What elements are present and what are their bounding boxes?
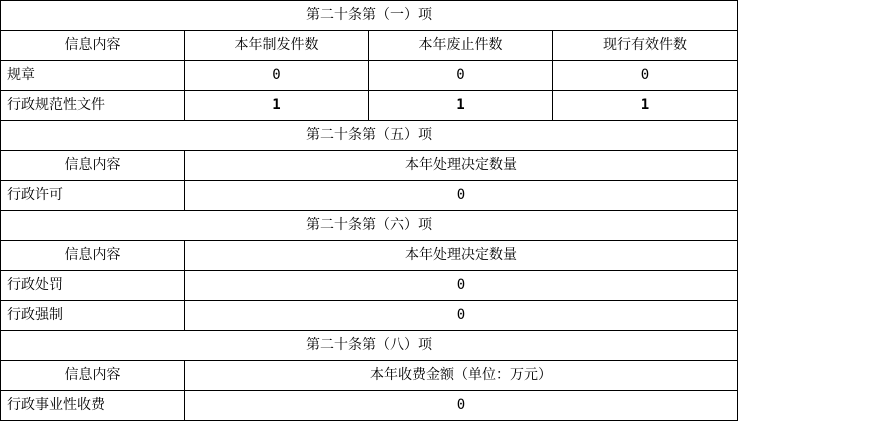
column-header: 信息内容 <box>1 151 185 181</box>
column-header: 本年收费金额（单位：万元） <box>185 361 738 391</box>
cell-value: 1 <box>553 91 738 121</box>
row-label: 行政强制 <box>1 301 185 331</box>
cell-value: 1 <box>369 91 553 121</box>
cell-value: 1 <box>185 91 369 121</box>
column-header: 本年废止件数 <box>369 31 553 61</box>
header-row <box>1 151 738 181</box>
header-row <box>1 241 738 271</box>
column-header: 本年处理决定数量 <box>185 151 738 181</box>
section-title: 第二十条第（五）项 <box>1 121 738 151</box>
row-label: 行政许可 <box>1 181 185 211</box>
header-row <box>1 31 738 61</box>
column-header: 信息内容 <box>1 31 185 61</box>
section-title-row <box>1 1 738 31</box>
cell-value: 0 <box>553 61 738 91</box>
section-title: 第二十条第（六）项 <box>1 211 738 241</box>
table-row <box>1 91 738 121</box>
section-title-row <box>1 211 738 241</box>
section-title-row <box>1 331 738 361</box>
section-title-row <box>1 121 738 151</box>
cell-value: 0 <box>185 301 738 331</box>
column-header: 现行有效件数 <box>553 31 738 61</box>
cell-value: 0 <box>185 391 738 421</box>
row-label: 行政处罚 <box>1 271 185 301</box>
cell-value: 0 <box>369 61 553 91</box>
table-row <box>1 61 738 91</box>
column-header: 本年处理决定数量 <box>185 241 738 271</box>
cell-value: 0 <box>185 271 738 301</box>
row-label: 规章 <box>1 61 185 91</box>
table-row <box>1 181 738 211</box>
table-row <box>1 271 738 301</box>
section-title: 第二十条第（一）项 <box>1 1 738 31</box>
row-label: 行政事业性收费 <box>1 391 185 421</box>
column-header: 信息内容 <box>1 241 185 271</box>
row-label: 行政规范性文件 <box>1 91 185 121</box>
header-row <box>1 361 738 391</box>
table-row <box>1 391 738 421</box>
table-row <box>1 301 738 331</box>
cell-value: 0 <box>185 181 738 211</box>
column-header: 本年制发件数 <box>185 31 369 61</box>
section-title: 第二十条第（八）项 <box>1 331 738 361</box>
cell-value: 0 <box>185 61 369 91</box>
column-header: 信息内容 <box>1 361 185 391</box>
